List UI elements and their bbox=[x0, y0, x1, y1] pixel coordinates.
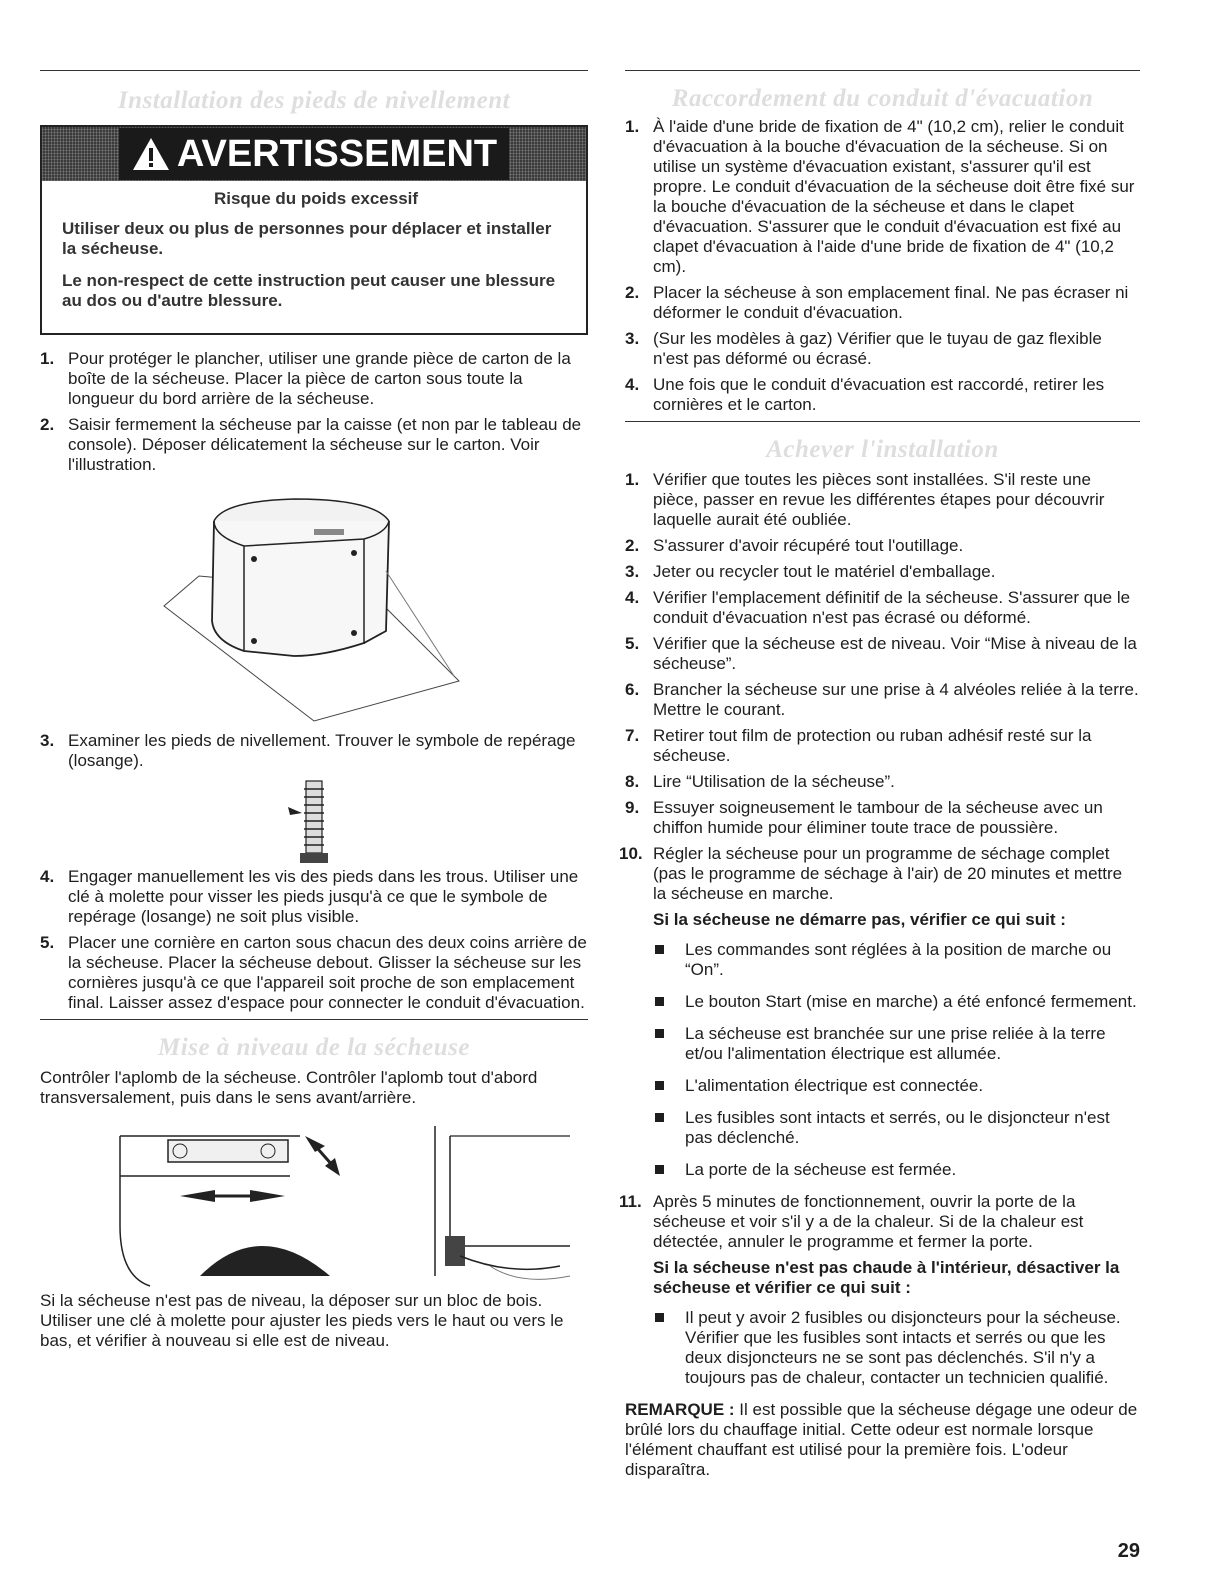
bullet-square-icon bbox=[655, 1165, 664, 1174]
list-item bbox=[653, 1160, 1140, 1180]
left-column bbox=[40, 70, 588, 1359]
section-title-leveling: Mise à niveau de la sécheuse bbox=[158, 1034, 470, 1061]
bullet-square-icon bbox=[655, 1081, 664, 1090]
step-text: Pour protéger le plancher, utiliser une grande pièce de carton de la boîte de la sécheuse. Placer la pièce de carton sous toute la longueur du bord arrière de la sécheuse. bbox=[68, 349, 571, 408]
list-item bbox=[40, 415, 588, 475]
step-number: 6. bbox=[625, 680, 640, 699]
list-item bbox=[40, 731, 588, 771]
bullet-square-icon bbox=[655, 1313, 664, 1322]
step-number: 1. bbox=[625, 470, 640, 489]
warning-text-2: Le non-respect de cette instruction peut causer une blessure au dos ou d'autre blessure. bbox=[62, 271, 556, 310]
step-number: 4. bbox=[40, 867, 55, 886]
list-item bbox=[625, 375, 1140, 415]
step-number: 3. bbox=[625, 329, 640, 348]
bullet-text: Le bouton Start (mise en marche) a été enfoncé fermement. bbox=[685, 992, 1137, 1011]
list-item bbox=[625, 283, 1140, 323]
list-item bbox=[40, 349, 588, 409]
check1-list bbox=[653, 940, 1140, 1180]
warning-body bbox=[42, 181, 586, 333]
page-number: 29 bbox=[1117, 1540, 1140, 1562]
remark bbox=[625, 1400, 1140, 1480]
bullet-text: Les fusibles sont intacts et serrés, ou le disjoncteur n'est pas déclenché. bbox=[685, 1108, 1110, 1147]
bullet-text: La sécheuse est branchée sur une prise reliée à la terre et/ou l'alimentation électrique est allumée. bbox=[685, 1024, 1106, 1063]
step-number: 8. bbox=[625, 772, 640, 791]
step-text: Une fois que le conduit d'évacuation est raccordé, retirer les cornières et le carton. bbox=[653, 375, 1105, 414]
complete-steps-11 bbox=[619, 1192, 1140, 1252]
list-item bbox=[619, 844, 1140, 904]
step-text: Essuyer soigneusement le tambour de la sécheuse avec un chiffon humide pour éliminer toute trace de poussière. bbox=[653, 798, 1103, 837]
check1-block bbox=[625, 910, 1140, 1180]
step-text: Retirer tout film de protection ou ruban adhésif resté sur la sécheuse. bbox=[653, 726, 1092, 765]
list-item bbox=[625, 772, 1140, 792]
section-title-vent: Raccordement du conduit d'évacuation bbox=[671, 85, 1094, 112]
top-rule-left bbox=[40, 70, 588, 71]
check2-title: Si la sécheuse n'est pas chaude à l'intérieur, désactiver la sécheuse et vérifier ce qui suit : bbox=[653, 1258, 1120, 1297]
step-text: Examiner les pieds de nivellement. Trouver le symbole de repérage (losange). bbox=[68, 731, 576, 770]
step-number: 3. bbox=[40, 731, 55, 750]
step-text: Régler la sécheuse pour un programme de séchage complet (pas le programme de séchage à l'air) de 20 minutes et mettre la sécheuse en marche. bbox=[653, 844, 1123, 903]
top-rule-right bbox=[625, 70, 1140, 71]
step-text: Vérifier que la sécheuse est de niveau. Voir “Mise à niveau de la sécheuse”. bbox=[653, 634, 1137, 673]
step-number: 10. bbox=[619, 844, 643, 863]
step-text: Vérifier l'emplacement définitif de la sécheuse. S'assurer que le conduit d'évacuation n'est pas écrasé ou déformé. bbox=[653, 588, 1131, 627]
leveling-steps-c bbox=[40, 867, 588, 1013]
section-rule-left bbox=[40, 1019, 588, 1020]
leveling-leg-illustration bbox=[284, 777, 344, 867]
check2-list bbox=[653, 1308, 1140, 1388]
warning-text-1: Utiliser deux ou plus de personnes pour déplacer et installer la sécheuse. bbox=[62, 219, 552, 258]
step-number: 9. bbox=[625, 798, 640, 817]
leveling-intro: Contrôler l'aplomb de la sécheuse. Contrôler l'aplomb tout d'abord transversalement, puis dans le sens avant/arrière. bbox=[40, 1068, 538, 1107]
list-item bbox=[625, 588, 1140, 628]
bullet-square-icon bbox=[655, 1113, 664, 1122]
check1-title: Si la sécheuse ne démarre pas, vérifier ce qui suit : bbox=[653, 910, 1066, 929]
warning-pill bbox=[119, 128, 509, 180]
step-text: Placer une cornière en carton sous chacun des deux coins arrière de la sécheuse. Placer la sécheuse debout. Glisser la sécheuse sur les cornières jusqu'à ce que l'appareil soit proche de son emplacement final. Laisser assez d'espace pour connecter le conduit d'évacuation. bbox=[68, 933, 587, 1012]
step-number: 2. bbox=[40, 415, 55, 434]
step-text: Brancher la sécheuse sur une prise à 4 alvéoles reliée à la terre. Mettre le courant. bbox=[653, 680, 1139, 719]
list-item bbox=[625, 634, 1140, 674]
step-number: 1. bbox=[625, 117, 640, 136]
warning-risk: Risque du poids excessif bbox=[213, 189, 419, 208]
bullet-text: Il peut y avoir 2 fusibles ou disjoncteurs pour la sécheuse. Vérifier que les fusibles sont intacts et serrés ou que les deux disjoncteurs ne se sont pas déclenchés. S'il n'y a toujours pas de chaleur, contacter un technicien qualifié. bbox=[685, 1308, 1121, 1387]
complete-steps bbox=[619, 470, 1140, 904]
list-item bbox=[625, 726, 1140, 766]
bullet-square-icon bbox=[655, 945, 664, 954]
list-item bbox=[653, 1308, 1140, 1388]
step-text: Jeter ou recycler tout le matériel d'emballage. bbox=[653, 562, 996, 581]
bullet-square-icon bbox=[655, 1029, 664, 1038]
level-check-illustration bbox=[40, 1116, 588, 1291]
step-text: Après 5 minutes de fonctionnement, ouvrir la porte de la sécheuse et voir s'il y a de la chaleur. Si de la chaleur est détectée, annuler le programme et fermer la porte. bbox=[653, 1192, 1084, 1251]
list-item bbox=[625, 117, 1140, 277]
list-item bbox=[653, 940, 1140, 980]
step-text: À l'aide d'une bride de fixation de 4" (10,2 cm), relier le conduit d'évacuation à la bouche d'évacuation de la sécheuse. Si on utilise un système d'évacuation existant, s'assurer qu'il est propre. Le conduit d'évacuation de la sécheuse doit être fixé sur la bouche d'évacuation de la sécheuse et dans le clapet d'évacuation. S'assurer que le conduit d'évacuation est fixé au clapet d'évacuation à l'aide d'une bride de fixation de 4" (10,2 cm). bbox=[653, 117, 1135, 276]
step-text: Engager manuellement les vis des pieds dans les trous. Utiliser une clé à molette pour visser les pieds jusqu'à ce que le symbole de repérage (losange) ne soit plus visible. bbox=[68, 867, 579, 926]
list-item bbox=[653, 1024, 1140, 1064]
bullet-text: La porte de la sécheuse est fermée. bbox=[685, 1160, 957, 1179]
step-text: Vérifier que toutes les pièces sont installées. S'il reste une pièce, passer en revue les différentes étapes pour découvrir laquelle aurait été oubliée. bbox=[653, 470, 1105, 529]
warning-triangle-icon bbox=[131, 136, 171, 172]
right-column bbox=[619, 70, 1140, 1488]
vent-steps bbox=[625, 117, 1140, 415]
step-number: 5. bbox=[625, 634, 640, 653]
leveling-steps-a bbox=[40, 349, 588, 475]
list-item bbox=[40, 933, 588, 1013]
step-number: 4. bbox=[625, 375, 640, 394]
step-number: 2. bbox=[625, 536, 640, 555]
section-title-leveling-legs: Installation des pieds de nivellement bbox=[117, 87, 511, 114]
step-text: Lire “Utilisation de la sécheuse”. bbox=[653, 772, 895, 791]
remark-text: Il est possible que la sécheuse dégage une odeur de brûlé lors du chauffage initial. Cette odeur est normale lorsque l'élément chauffant est utilisé pour la première fois. L'odeur disparaîtra. bbox=[625, 1400, 1138, 1479]
step-number: 5. bbox=[40, 933, 55, 952]
leveling-steps-b bbox=[40, 731, 588, 771]
bullet-text: L'alimentation électrique est connectée. bbox=[685, 1076, 984, 1095]
section-title-complete: Achever l'installation bbox=[766, 436, 999, 463]
warning-header bbox=[42, 127, 586, 181]
list-item bbox=[625, 536, 1140, 556]
step-number: 7. bbox=[625, 726, 640, 745]
remark-label: REMARQUE : bbox=[625, 1400, 735, 1419]
list-item bbox=[40, 867, 588, 927]
list-item bbox=[625, 680, 1140, 720]
list-item bbox=[653, 1108, 1140, 1148]
list-item bbox=[619, 1192, 1140, 1252]
list-item bbox=[625, 470, 1140, 530]
bullet-square-icon bbox=[655, 997, 664, 1006]
list-item bbox=[625, 798, 1140, 838]
list-item bbox=[653, 1076, 1140, 1096]
list-item bbox=[625, 562, 1140, 582]
step-text: Saisir fermement la sécheuse par la caisse (et non par le tableau de console). Déposer délicatement la sécheuse sur le carton. Voir l'illustration. bbox=[68, 415, 582, 474]
bullet-text: Les commandes sont réglées à la position de marche ou “On”. bbox=[685, 940, 1112, 979]
list-item bbox=[625, 329, 1140, 369]
step-text: Placer la sécheuse à son emplacement final. Ne pas écraser ni déformer le conduit d'évacuation. bbox=[653, 283, 1129, 322]
warning-box bbox=[40, 125, 588, 335]
step-text: S'assurer d'avoir récupéré tout l'outillage. bbox=[653, 536, 964, 555]
step-number: 3. bbox=[625, 562, 640, 581]
section-rule-right bbox=[625, 421, 1140, 422]
step-number: 1. bbox=[40, 349, 55, 368]
step-number: 2. bbox=[625, 283, 640, 302]
list-item bbox=[653, 992, 1140, 1012]
leveling-after: Si la sécheuse n'est pas de niveau, la déposer sur un bloc de bois. Utiliser une clé à molette pour ajuster les pieds vers le haut ou vers le bas, et vérifier à nouveau si elle est de niveau. bbox=[40, 1291, 564, 1350]
dryer-on-cardboard-illustration bbox=[154, 481, 474, 731]
check2-block bbox=[625, 1258, 1140, 1388]
step-number: 11. bbox=[619, 1192, 642, 1211]
step-number: 4. bbox=[625, 588, 640, 607]
step-text: (Sur les modèles à gaz) Vérifier que le tuyau de gaz flexible n'est pas déformé ou écrasé. bbox=[653, 329, 1102, 368]
warning-title: AVERTISSEMENT bbox=[176, 133, 498, 175]
